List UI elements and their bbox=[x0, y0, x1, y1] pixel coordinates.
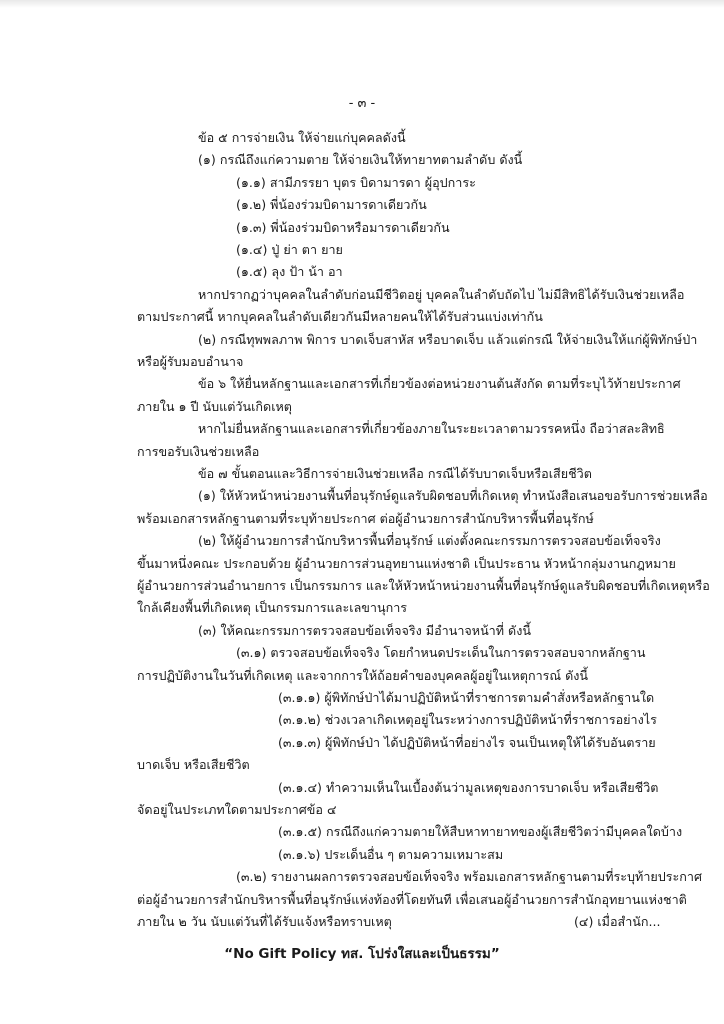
paragraph-line: การขอรับเงินช่วยเหลือ bbox=[137, 443, 260, 459]
clause-7-item-3-1: (๓.๑) ตรวจสอบข้อเท็จจริง โดยกำหนดประเด็นในการตรวจสอบจากหลักฐาน bbox=[236, 645, 646, 661]
scan-top-edge bbox=[0, 0, 724, 8]
clause-5-item-1-2: (๑.๒) พี่น้องร่วมบิดามารดาเดียวกัน bbox=[236, 197, 427, 213]
clause-5-item-1-5: (๑.๕) ลุง ป้า น้า อา bbox=[236, 264, 343, 280]
clause-7-item-3-1-1: (๓.๑.๑) ผู้พิทักษ์ป่าได้มาปฏิบัติหน้าที่ราชการตามคำสั่งหรือหลักฐานใด bbox=[278, 690, 655, 705]
clause-5-item-1-3: (๑.๓) พี่น้องร่วมบิดาหรือมารดาเดียวกัน bbox=[236, 219, 450, 235]
paragraph-line: หรือผู้รับมอบอำนาจ bbox=[137, 354, 244, 369]
paragraph-line: พร้อมเอกสารหลักฐานตามที่ระบุท้ายประกาศ ต่อผู้อำนวยการสำนักบริหารพื้นที่อนุรักษ์ bbox=[137, 510, 594, 526]
paragraph-line: จัดอยู่ในประเภทใดตามประกาศข้อ ๔ bbox=[137, 802, 337, 817]
clause-7-item-3-1-6: (๓.๑.๖) ประเด็นอื่น ๆ ตามความเหมาะสม bbox=[278, 846, 504, 862]
clause-6-heading: ข้อ ๖ ให้ยื่นหลักฐานและเอกสารที่เกี่ยวข้องต่อหน่วยงานต้นสังกัด ตามที่ระบุไว้ท้ายประกาศ bbox=[198, 376, 681, 392]
paragraph-line: ผู้อำนวยการส่วนอำนายการ เป็นกรรมการ และให้หัวหน้าหน่วยงานพื้นที่อนุรักษ์ดูแลรับผิดชอบที่เกิดเหตุหรือ bbox=[137, 578, 710, 593]
clause-5-heading: ข้อ ๕ การจ่ายเงิน ให้จ่ายแก่บุคคลดังนี้ bbox=[198, 130, 406, 145]
paragraph-line: ภายใน ๑ ปี นับแต่วันเกิดเหตุ bbox=[137, 398, 292, 414]
paragraph-line: ตามประกาศนี้ หากบุคคลในลำดับเดียวกันมีหลายคนให้ได้รับส่วนแบ่งเท่ากัน bbox=[137, 309, 543, 325]
clause-7-item-3-2: (๓.๒) รายงานผลการตรวจสอบข้อเท็จจริง พร้อมเอกสารหลักฐานตามที่ระบุท้ายประกาศ bbox=[236, 869, 702, 885]
clause-7-item-3-1-4: (๓.๑.๔) ทำความเห็นในเบื้องต้นว่ามูลเหตุของการบาดเจ็บ หรือเสียชีวิต bbox=[278, 779, 659, 795]
paragraph-line: ขึ้นมาหนึ่งคณะ ประกอบด้วย ผู้อำนวยการส่วนอุทยานแห่งชาติ เป็นประธาน หัวหน้ากลุ่มงานกฎหมาย bbox=[137, 555, 676, 571]
continuation-marker: (๔) เมื่อสำนัก... bbox=[574, 914, 661, 929]
clause-7-item-3-1-2: (๓.๑.๒) ช่วงเวลาเกิดเหตุอยู่ในระหว่างการปฏิบัติหน้าที่ราชการอย่างไร bbox=[278, 712, 657, 728]
clause-7-item-3-1-3: (๓.๑.๓) ผู้พิทักษ์ป่า ได้ปฏิบัติหน้าที่อย่างไร จนเป็นเหตุให้ได้รับอันตราย bbox=[278, 734, 656, 750]
clause-7-item-3-1-5: (๓.๑.๕) กรณีถึงแก่ความตายให้สืบหาทายาทของผู้เสียชีวิตว่ามีบุคคลใดบ้าง bbox=[278, 824, 683, 840]
clause-5-item-2: (๒) กรณีทุพพลภาพ พิการ บาดเจ็บสาหัส หรือบาดเจ็บ แล้วแต่กรณี ให้จ่ายเงินให้แก่ผู้พิทักษ์ป่า bbox=[198, 331, 698, 347]
paragraph-line: การปฏิบัติงานในวันที่เกิดเหตุ และจากการให้ถ้อยคำของบุคคลผู้อยู่ในเหตุการณ์ ดังนี้ bbox=[137, 667, 589, 683]
clause-7-item-1: (๑) ให้หัวหน้าหน่วยงานพื้นที่อนุรักษ์ดูแลรับผิดชอบที่เกิดเหตุ ทำหนังสือเสนอขอรับการช่วยเหลือ bbox=[198, 488, 708, 504]
paragraph-line: หากไม่ยื่นหลักฐานและเอกสารที่เกี่ยวข้องภายในระยะเวลาตามวรรคหนึ่ง ถือว่าสละสิทธิ bbox=[198, 421, 665, 437]
clause-5-item-1: (๑) กรณีถึงแก่ความตาย ให้จ่ายเงินให้ทายาทตามลำดับ ดังนี้ bbox=[198, 152, 523, 168]
paragraph-line: ต่อผู้อำนวยการสำนักบริหารพื้นที่อนุรักษ์แห่งท้องที่โดยทันที เพื่อเสนอผู้อำนวยการสำนักอุทยานแห่งชาติ bbox=[137, 891, 687, 907]
clause-7-item-2: (๒) ให้ผู้อำนวยการสำนักบริหารพื้นที่อนุรักษ์ แต่งตั้งคณะกรรมการตรวจสอบข้อเท็จจริง bbox=[198, 533, 661, 549]
clause-7-item-3: (๓) ให้คณะกรรมการตรวจสอบข้อเท็จจริง มีอำนาจหน้าที่ ดังนี้ bbox=[198, 622, 531, 638]
clause-7-heading: ข้อ ๗ ขั้นตอนและวิธีการจ่ายเงินช่วยเหลือ กรณีได้รับบาดเจ็บหรือเสียชีวิต bbox=[198, 466, 592, 481]
clause-5-item-1-4: (๑.๔) ปู่ ย่า ตา ยาย bbox=[236, 242, 343, 257]
page-number: - ๓ - bbox=[348, 96, 376, 111]
paragraph-line: หากปรากฏว่าบุคคลในลำดับก่อนมีชีวิตอยู่ บุคคลในลำดับถัดไป ไม่มีสิทธิได้รับเงินช่วยเหลือ bbox=[198, 286, 685, 302]
paragraph-line: บาดเจ็บ หรือเสียชีวิต bbox=[137, 757, 250, 773]
clause-5-item-1-1: (๑.๑) สามีภรรยา บุตร บิดามารดา ผู้อุปการะ bbox=[236, 174, 476, 190]
paragraph-line: ใกล้เคียงพื้นที่เกิดเหตุ เป็นกรรมการและเลขานุการ bbox=[137, 600, 408, 616]
footer-slogan: “No Gift Policy ทส. โปร่งใสและเป็นธรรม” bbox=[224, 946, 500, 963]
paragraph-line: ภายใน ๒ วัน นับแต่วันที่ได้รับแจ้งหรือทราบเหตุ bbox=[137, 914, 392, 929]
